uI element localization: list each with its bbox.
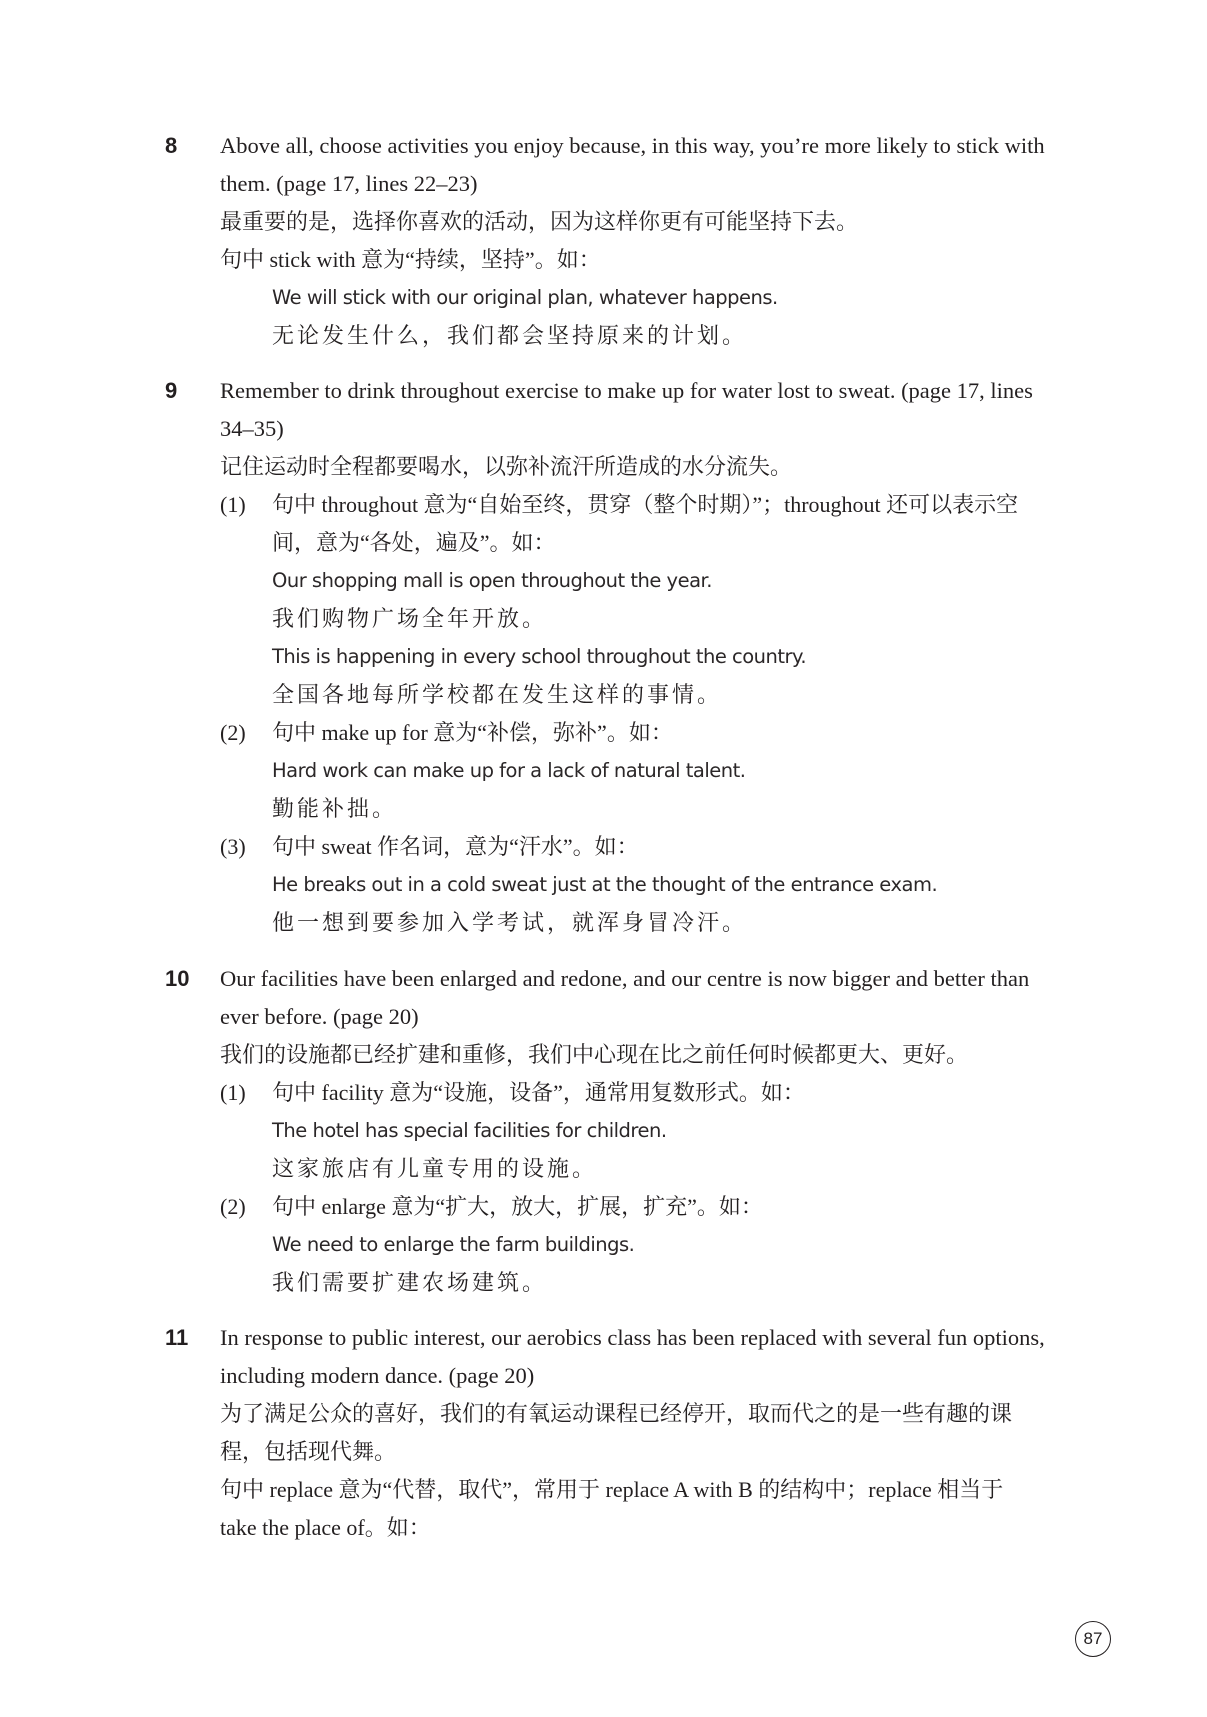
sub-note-label: (2) [220, 1194, 246, 1219]
example-english: We need to enlarge the farm buildings. [272, 1233, 635, 1256]
example-english: The hotel has special facilities for children. [272, 1119, 667, 1142]
example-chinese: 这家旅店有儿童专用的设施。 [272, 1156, 598, 1181]
note-item-9 [165, 372, 1045, 942]
sub-note-1 [220, 1074, 1045, 1188]
source-sentence: In response to public interest, our aerobics class has been replaced with several fun options, including modern dance. (page 20) [220, 1325, 1045, 1388]
translation: 为了满足公众的喜好，我们的有氧运动课程已经停开，取而代之的是一些有趣的课程，包括现代舞。 [220, 1401, 1013, 1464]
usage-note: 句中 enlarge 意为“扩大，放大，扩展，扩充”。如： [272, 1194, 763, 1219]
item-number: 9 [165, 378, 178, 403]
usage-note: 句中 replace 意为“代替，取代”，常用于 replace A with B 的结构中；replace 相当于 take the place of。如： [220, 1477, 1004, 1540]
example-english: This is happening in every school throughout the country. [272, 645, 807, 668]
usage-note: 句中 throughout 意为“自始至终，贯穿（整个时期）”；throughout 还可以表示空间，意为“各处，遍及”。如： [272, 492, 1019, 555]
page-number: 87 [1075, 1621, 1111, 1657]
item-number: 10 [165, 966, 190, 991]
example-english: Hard work can make up for a lack of natural talent. [272, 759, 746, 782]
sub-note-3 [220, 828, 1045, 942]
translation: 我们的设施都已经扩建和重修，我们中心现在比之前任何时候都更大、更好。 [220, 1042, 969, 1067]
sub-note-1 [220, 486, 1045, 714]
translation: 最重要的是，选择你喜欢的活动，因为这样你更有可能坚持下去。 [220, 209, 859, 234]
item-number: 8 [165, 133, 178, 158]
sub-note-label: (2) [220, 720, 246, 745]
example-chinese: 全国各地每所学校都在发生这样的事情。 [272, 682, 723, 707]
example-chinese: 他一想到要参加入学考试，就浑身冒冷汗。 [272, 910, 748, 935]
usage-note: 句中 facility 意为“设施，设备”，通常用复数形式。如： [272, 1080, 805, 1105]
example-english: We will stick with our original plan, whatever happens. [272, 286, 778, 309]
note-item-11 [165, 1319, 1045, 1547]
item-number: 11 [165, 1325, 189, 1350]
usage-note: 句中 make up for 意为“补偿，弥补”。如： [272, 720, 673, 745]
usage-note: 句中 stick with 意为“持续，坚持”。如： [220, 247, 601, 272]
source-sentence: Above all, choose activities you enjoy because, in this way, you’re more likely to stick with them. (page 17, lines 22–23) [220, 133, 1045, 196]
usage-note: 句中 sweat 作名词，意为“汗水”。如： [272, 834, 639, 859]
example-english: Our shopping mall is open throughout the year. [272, 569, 712, 592]
sub-note-label: (1) [220, 492, 246, 517]
example-chinese: 无论发生什么，我们都会坚持原来的计划。 [272, 323, 748, 348]
note-item-10 [165, 960, 1045, 1302]
sub-note-2 [220, 714, 1045, 828]
example-chinese: 我们需要扩建农场建筑。 [272, 1270, 548, 1295]
note-item-8 [165, 127, 1045, 355]
example-chinese: 我们购物广场全年开放。 [272, 606, 548, 631]
sub-note-2 [220, 1188, 1045, 1302]
translation: 记住运动时全程都要喝水，以弥补流汗所造成的水分流失。 [220, 454, 793, 479]
sub-note-label: (1) [220, 1080, 246, 1105]
source-sentence: Remember to drink throughout exercise to make up for water lost to sweat. (page 17, lines 34–35) [220, 378, 1033, 441]
source-sentence: Our facilities have been enlarged and redone, and our centre is now bigger and better than ever before. (page 20) [220, 966, 1030, 1029]
example-chinese: 勤能补拙。 [272, 796, 398, 821]
example-english: He breaks out in a cold sweat just at the thought of the entrance exam. [272, 873, 938, 896]
sub-note-label: (3) [220, 834, 246, 859]
